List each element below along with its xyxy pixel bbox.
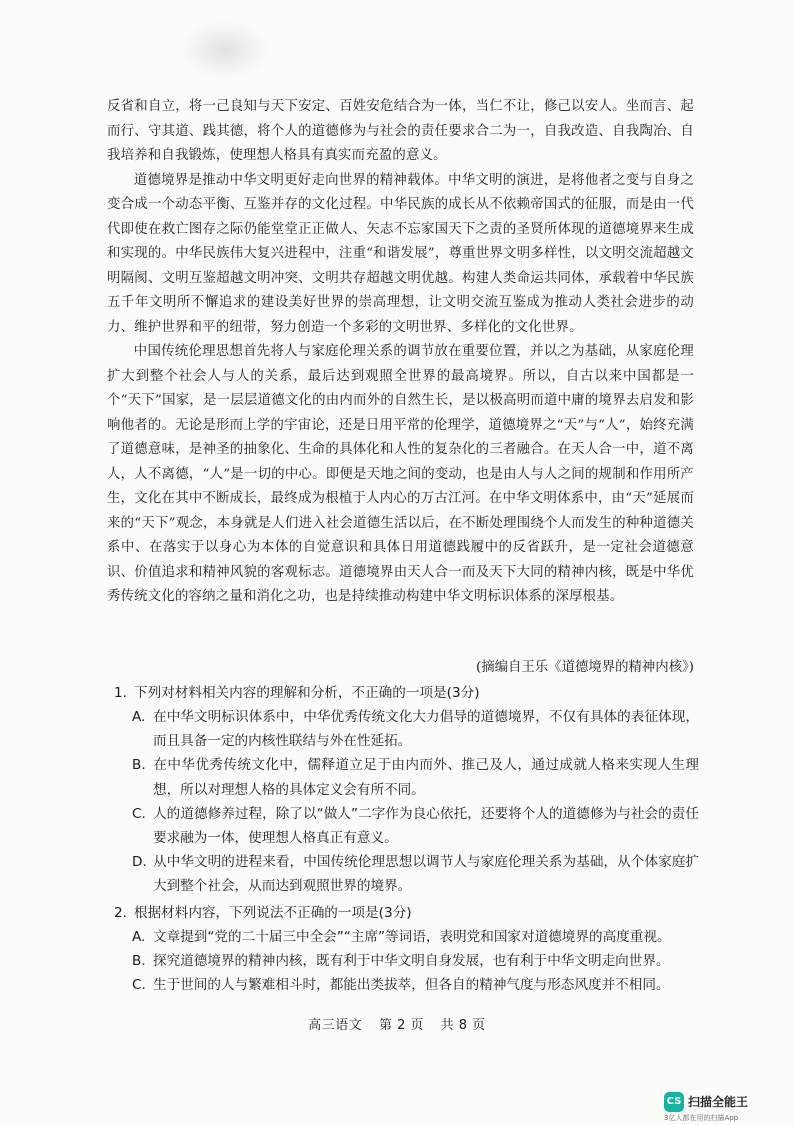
option-text: 探究道德境界的精神内核，既有利于中华文明自身发展，也有利于中华文明走向世界。 bbox=[153, 952, 670, 969]
option-letter: C. bbox=[132, 977, 146, 994]
passage-source: (摘编自王乐《道德境界的精神内核》) bbox=[476, 660, 694, 675]
scanner-app-name: 扫描全能王 bbox=[688, 1095, 749, 1109]
footer-page-number: 第 2 页 bbox=[378, 1018, 424, 1033]
scanner-watermark bbox=[664, 1090, 784, 1122]
question-text: 下列对材料相关内容的理解和分析，不正确的一项是(3分) bbox=[134, 685, 480, 701]
camscanner-logo-icon: CS bbox=[664, 1092, 684, 1112]
scanner-tagline: 3亿人都在用的扫描App bbox=[664, 1114, 739, 1122]
page-footer bbox=[0, 1016, 794, 1036]
option-text: 从中华文明的进程来看，中国传统伦理思想以调节人与家庭伦理关系为基础，从个体家庭扩大到整个社会，从而达到观照世界的境界。 bbox=[153, 854, 699, 895]
option-b bbox=[115, 949, 699, 973]
option-text: 人的道德修养过程，除了以“做人”二字作为良心依托，还要将个人的道德修为与社会的责任要求融为一体，使理想人格真正有意义。 bbox=[153, 805, 699, 847]
option-c bbox=[115, 802, 699, 850]
option-c bbox=[115, 973, 699, 997]
option-a bbox=[115, 925, 699, 949]
option-letter: D. bbox=[132, 854, 147, 871]
option-letter: A. bbox=[132, 709, 146, 725]
footer-subject: 高三语文 bbox=[308, 1018, 363, 1033]
question-number: 2. bbox=[114, 904, 127, 921]
reading-passage bbox=[107, 95, 694, 610]
question-stem bbox=[114, 681, 699, 705]
question-stem bbox=[114, 901, 699, 925]
option-text: 在中华优秀传统文化中，儒释道立足于由内而外、推己及人，通过成就人格来实现人生理想，所以对理想人格的具体定义会有所不同。 bbox=[153, 757, 699, 798]
option-text: 生于世间的人与繁难相斗时，都能出类拔萃，但各自的精神气度与形态风度并不相同。 bbox=[153, 977, 670, 994]
passage-paragraph-3: 中国传统伦理思想首先将人与家庭伦理关系的调节放在重要位置，并以之为基础，从家庭伦理扩大到整个社会人与人的关系，最后达到观照全世界的最高境界。所以，自古以来中国都是一个“天下”国家，是一层层道德文化的由内而外的自然生长，是以极高明而道中庸的境界去启发和影响他者的。无论是形而上学的宇宙论，还是日用平常的伦理学，道德境界之“天”与“人”，始终充满了道德意味，是神圣的抽象化、生命的具体化和人性的复杂化的三者融合。在天人合一中，道不离人，人不离德，“人”是一切的中心。即便是天地之间的变动，也是由人与人之间的规制和作用所产生，文化在其中不断成长，最终成为根植于人内心的万古江河。在中华文明体系中，由“天”延展而来的“天下”观念，本身就是人们进入社会道德生活以后，在不断处理围绕个人而发生的种种道德关系中、在落实于以身心为本体的自觉意识和具体日用道德践履中的反省跃升，是一定社会道德意识、价值追求和精神风貌的客观标志。道德境界由天人合一而及天下大同的精神内核，既是中华优秀传统文化的容纳之量和消化之功，也是持续推动构建中华文明标识体系的深厚根基。 bbox=[107, 344, 694, 604]
question-1 bbox=[114, 681, 699, 899]
option-letter: A. bbox=[132, 928, 146, 945]
question-list bbox=[114, 681, 699, 999]
option-text: 文章提到“党的二十届三中全会”“主席”等词语，表明党和国家对道德境界的高度重视。 bbox=[153, 928, 671, 945]
option-letter: C. bbox=[132, 805, 146, 822]
option-a bbox=[115, 705, 699, 753]
option-text: 在中华文明标识体系中，中华优秀传统文化大力倡导的道德境界，不仅有具体的表征体现，而且具备一定的内核性联结与外在性延拓。 bbox=[153, 709, 699, 750]
question-text: 根据材料内容，下列说法不正确的一项是(3分) bbox=[134, 904, 412, 921]
option-b bbox=[115, 753, 699, 801]
footer-total-pages: 共 8 页 bbox=[440, 1018, 486, 1033]
passage-paragraph-1: 反省和自立，将一己良知与天下安定、百姓安危结合为一体，当仁不让，修己以安人。坐而言、起而行、守其道、践其德，将个人的道德修为与社会的责任要求合二为一，自我改造、自我陶冶、自我培养和自我锻炼，使理想人格具有真实而充盈的意义。 bbox=[107, 99, 694, 163]
question-2 bbox=[114, 901, 699, 998]
option-letter: B. bbox=[132, 952, 146, 969]
passage-paragraph-2: 道德境界是推动中华文明更好走向世界的精神载体。中华文明的演进，是将他者之变与自身之变合成一个动态平衡、互鉴并存的文化过程。中华民族的成长从不依赖帝国式的征服，而是由一代代即使在救亡图存之际仍能堂堂正正做人、矢志不忘家国天下之责的圣贤所体现的道德境界来生成和实现的。中华民族伟大复兴进程中，注重“和谐发展”，尊重世界文明多样性，以文明交流超越文明隔阂、文明互鉴超越文明冲突、文明共存超越文明优越。构建人类命运共同体，承载着中华民族五千年文明所不懈追求的建设美好世界的崇高理想，让文明交流互鉴成为推动人类社会进步的动力、维护世界和平的纽带，努力创造一个多彩的文明世界、多样化的文化世界。 bbox=[107, 172, 694, 335]
option-letter: B. bbox=[132, 757, 146, 774]
question-number: 1. bbox=[114, 685, 127, 701]
scan-smudge bbox=[180, 20, 270, 80]
option-d bbox=[115, 850, 699, 898]
